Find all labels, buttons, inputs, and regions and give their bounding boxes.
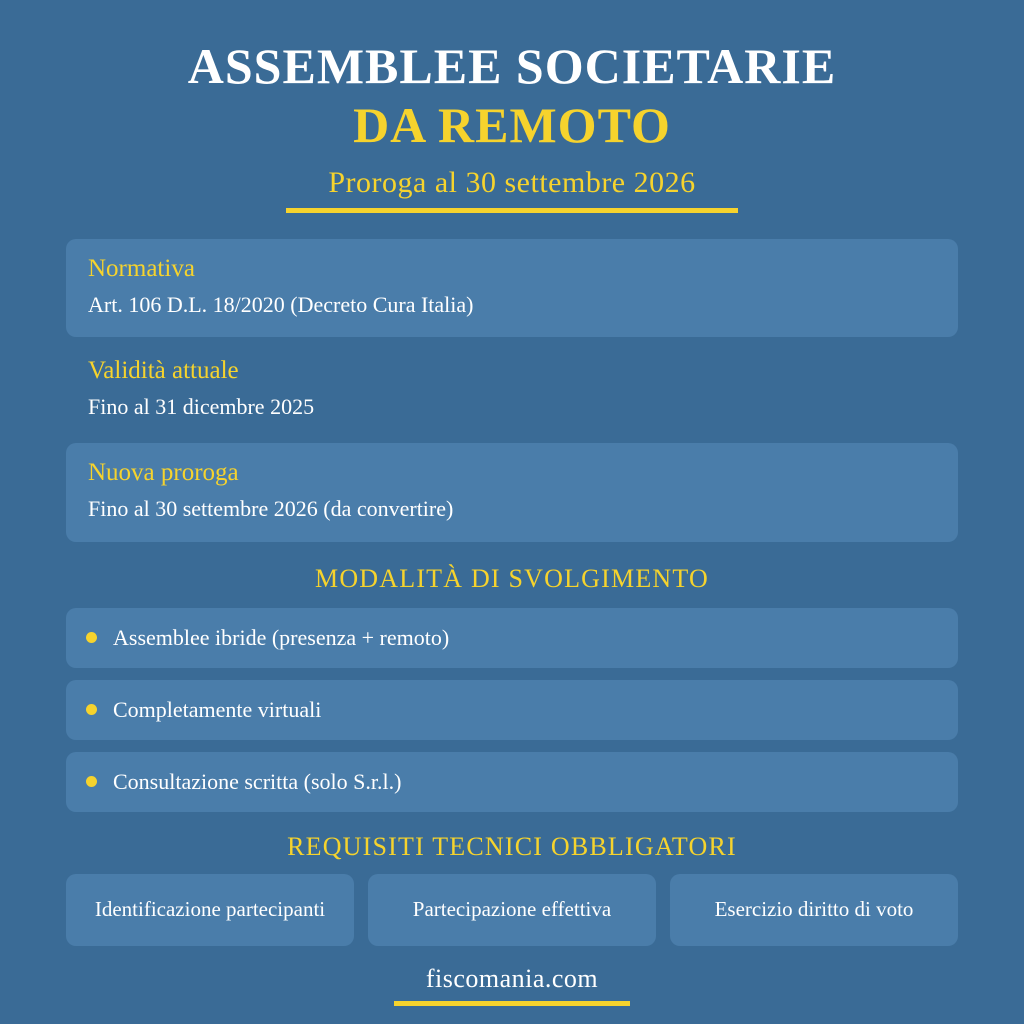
list-item-label: Assemblee ibride (presenza + remoto) [113,624,450,650]
list-item-label: Consultazione scritta (solo S.r.l.) [113,768,402,794]
footer-underline [394,1001,630,1006]
requisiti-grid [66,874,958,946]
header-block [66,0,958,213]
requisito-card [66,874,354,946]
list-item [66,752,958,812]
info-row-nuova-proroga [66,443,958,541]
list-item [66,608,958,668]
list-item-label: Completamente virtuali [113,696,322,722]
subtitle-underline [286,208,738,213]
subtitle-block [66,166,958,213]
bullet-dot-icon [86,632,97,643]
footer-site-label: fiscomania.com [425,964,599,993]
requisito-label: Identificazione partecipanti [94,897,326,922]
info-label: Validità attuale [88,357,239,385]
info-value: Art. 106 D.L. 18/2020 (Decreto Cura Italia) [88,291,474,317]
requisito-card [368,874,656,946]
footer [0,964,1024,1006]
list-item [66,680,958,740]
bullet-dot-icon [86,704,97,715]
modalita-heading: MODALITÀ DI SVOLGIMENTO [315,563,709,593]
info-label: Nuova proroga [88,459,239,487]
info-list [66,239,958,542]
info-value: Fino al 31 dicembre 2025 [88,393,315,419]
info-label: Normativa [88,255,195,282]
info-row-validita [66,341,958,439]
requisito-label: Esercizio diritto di voto [714,897,914,922]
info-value: Fino al 30 settembre 2026 (da convertire) [88,495,454,521]
requisito-card [670,874,958,946]
bullet-dot-icon [86,776,97,787]
requisiti-heading: REQUISITI TECNICI OBBLIGATORI [287,831,737,861]
page-title-line2: DA REMOTO [353,96,671,153]
requisito-label: Partecipazione effettiva [412,897,612,922]
page-subtitle: Proroga al 30 settembre 2026 [328,166,696,199]
modalita-list [66,608,958,812]
info-row-normativa [66,239,958,337]
page-title-line1: ASSEMBLEE SOCIETARIE [187,38,837,94]
